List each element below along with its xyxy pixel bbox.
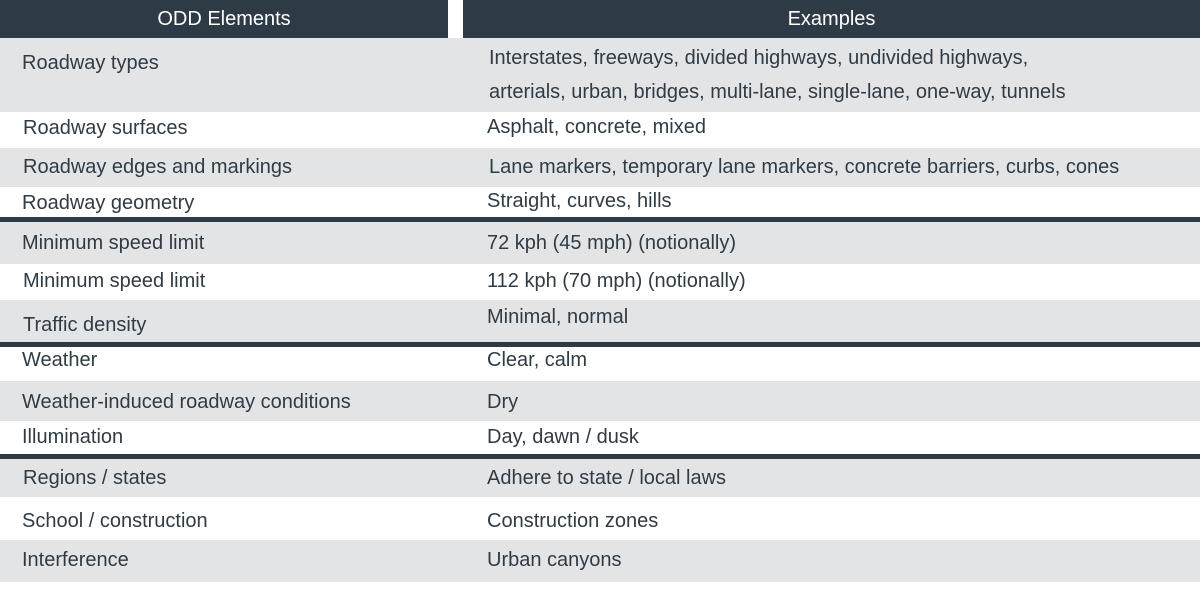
example-cell: 72 kph (45 mph) (notionally)	[487, 232, 737, 254]
header-odd-elements: ODD Elements	[0, 0, 448, 38]
odd-element-cell: Minimum speed limit	[23, 270, 206, 292]
odd-element-cell: Weather	[22, 349, 98, 371]
example-cell: Lane markers, temporary lane markers, concrete barriers, curbs, cones	[489, 156, 1120, 178]
example-cell: Minimal, normal	[487, 306, 629, 328]
odd-element-cell: Roadway geometry	[22, 192, 195, 214]
example-cell: Urban canyons	[487, 549, 622, 571]
example-cell: arterials, urban, bridges, multi-lane, single-lane, one-way, tunnels	[489, 81, 1066, 103]
odd-element-cell: Regions / states	[23, 467, 167, 489]
example-cell: Straight, curves, hills	[487, 190, 672, 212]
example-cell: Day, dawn / dusk	[487, 426, 639, 448]
group-divider	[0, 454, 1200, 459]
odd-element-cell: Roadway edges and markings	[23, 156, 293, 178]
example-cell: Adhere to state / local laws	[487, 467, 727, 489]
odd-element-cell: Weather-induced roadway conditions	[22, 391, 351, 413]
odd-element-cell: Minimum speed limit	[22, 232, 205, 254]
odd-element-cell: Interference	[22, 549, 129, 571]
group-divider	[0, 342, 1200, 347]
odd-element-cell: Roadway types	[22, 52, 159, 74]
example-cell: 112 kph (70 mph) (notionally)	[487, 270, 746, 292]
example-cell: Dry	[487, 391, 519, 413]
example-cell: Asphalt, concrete, mixed	[487, 116, 706, 138]
odd-element-cell: School / construction	[22, 510, 208, 532]
header-examples: Examples	[463, 0, 1200, 38]
example-cell: Clear, calm	[487, 349, 588, 371]
example-cell: Construction zones	[487, 510, 659, 532]
example-cell: Interstates, freeways, divided highways, undivided highways,	[489, 47, 1029, 69]
odd-element-cell: Traffic density	[23, 314, 147, 336]
odd-element-cell: Illumination	[22, 426, 124, 448]
odd-element-cell: Roadway surfaces	[23, 117, 188, 139]
